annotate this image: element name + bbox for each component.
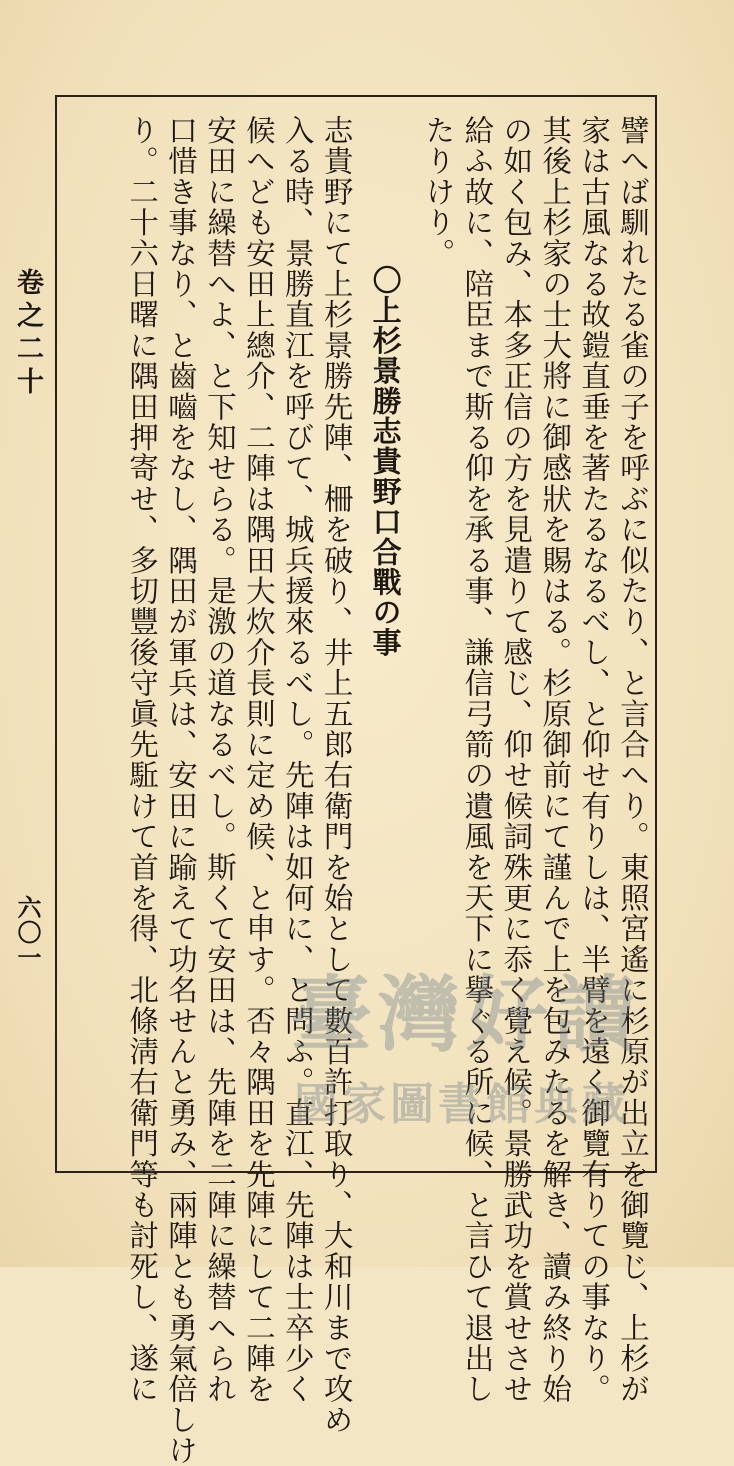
page-number: 六〇一	[13, 895, 42, 970]
text-line: 給ふ故に、陪臣まで斯る仰を承る事、謙信弓箭の遺風を天下に擧ぐる所に候、と言ひて退出し	[460, 115, 495, 1405]
text-line: の如く包み、本多正信の方を見遣りて感じ、仰せ候詞殊更に忝く覺え候。景勝武功を賞せさせ	[499, 115, 534, 1405]
watermark-large-text: 臺灣好讀	[290, 967, 643, 1063]
section-heading: 〇上杉景勝志貴野口合戰の事	[368, 265, 403, 658]
main-text	[60, 115, 652, 1466]
section-line: 志貴野にて上杉景勝先陣、柵を破り、井上五郎右衛門を始として數百許打取り、大和川まで攻め	[319, 115, 354, 1436]
text-line: 譬へば馴れたる雀の子を呼ぶに似たり、と言合へり。東照宮遙に杉原が出立を御覽じ、上杉が	[616, 115, 650, 1405]
volume-label: 卷之二十	[12, 268, 43, 400]
section-line: 入る時、景勝直江を呼びて、城兵援來るべし。先陣は如何に、と問ふ。直江、先陣は士卒少く	[280, 115, 315, 1405]
section-line: 口惜き事なり、と齒嚙をなし、隅田が軍兵は、安田に踰えて功名せんと勇み、兩陣とも勇氣倍しけ	[164, 115, 199, 1466]
section-line: 候へども安田上總介、二陣は隅田大炊介長則に定め候、と申す。否々隅田を先陣にして二陣を	[241, 115, 276, 1405]
watermark-small-text: 國家圖書館典藏	[294, 1079, 630, 1130]
text-line: 其後上杉家の士大將に御感狀を賜はる。杉原御前にて謹んで上を包みたるを解き、讀み終り始	[538, 115, 573, 1405]
section-line: 安田に繰替へよ、と下知せらる。是激の道なるべし。斯くて安田は、先陣を二陣に繰替へられ	[202, 115, 237, 1405]
section-line: り。二十六日曙に隅田押寄せ、多切豐後守眞先駈けて首を得、北條淸右衛門等も討死し、遂に	[125, 115, 160, 1405]
text-line: たりけり。	[421, 115, 456, 269]
text-line: 家は古風なる故鎧直垂を著たるなるべし、と仰せ有りしは、半臂を遠く御覽有りての事なり。	[577, 115, 612, 1405]
